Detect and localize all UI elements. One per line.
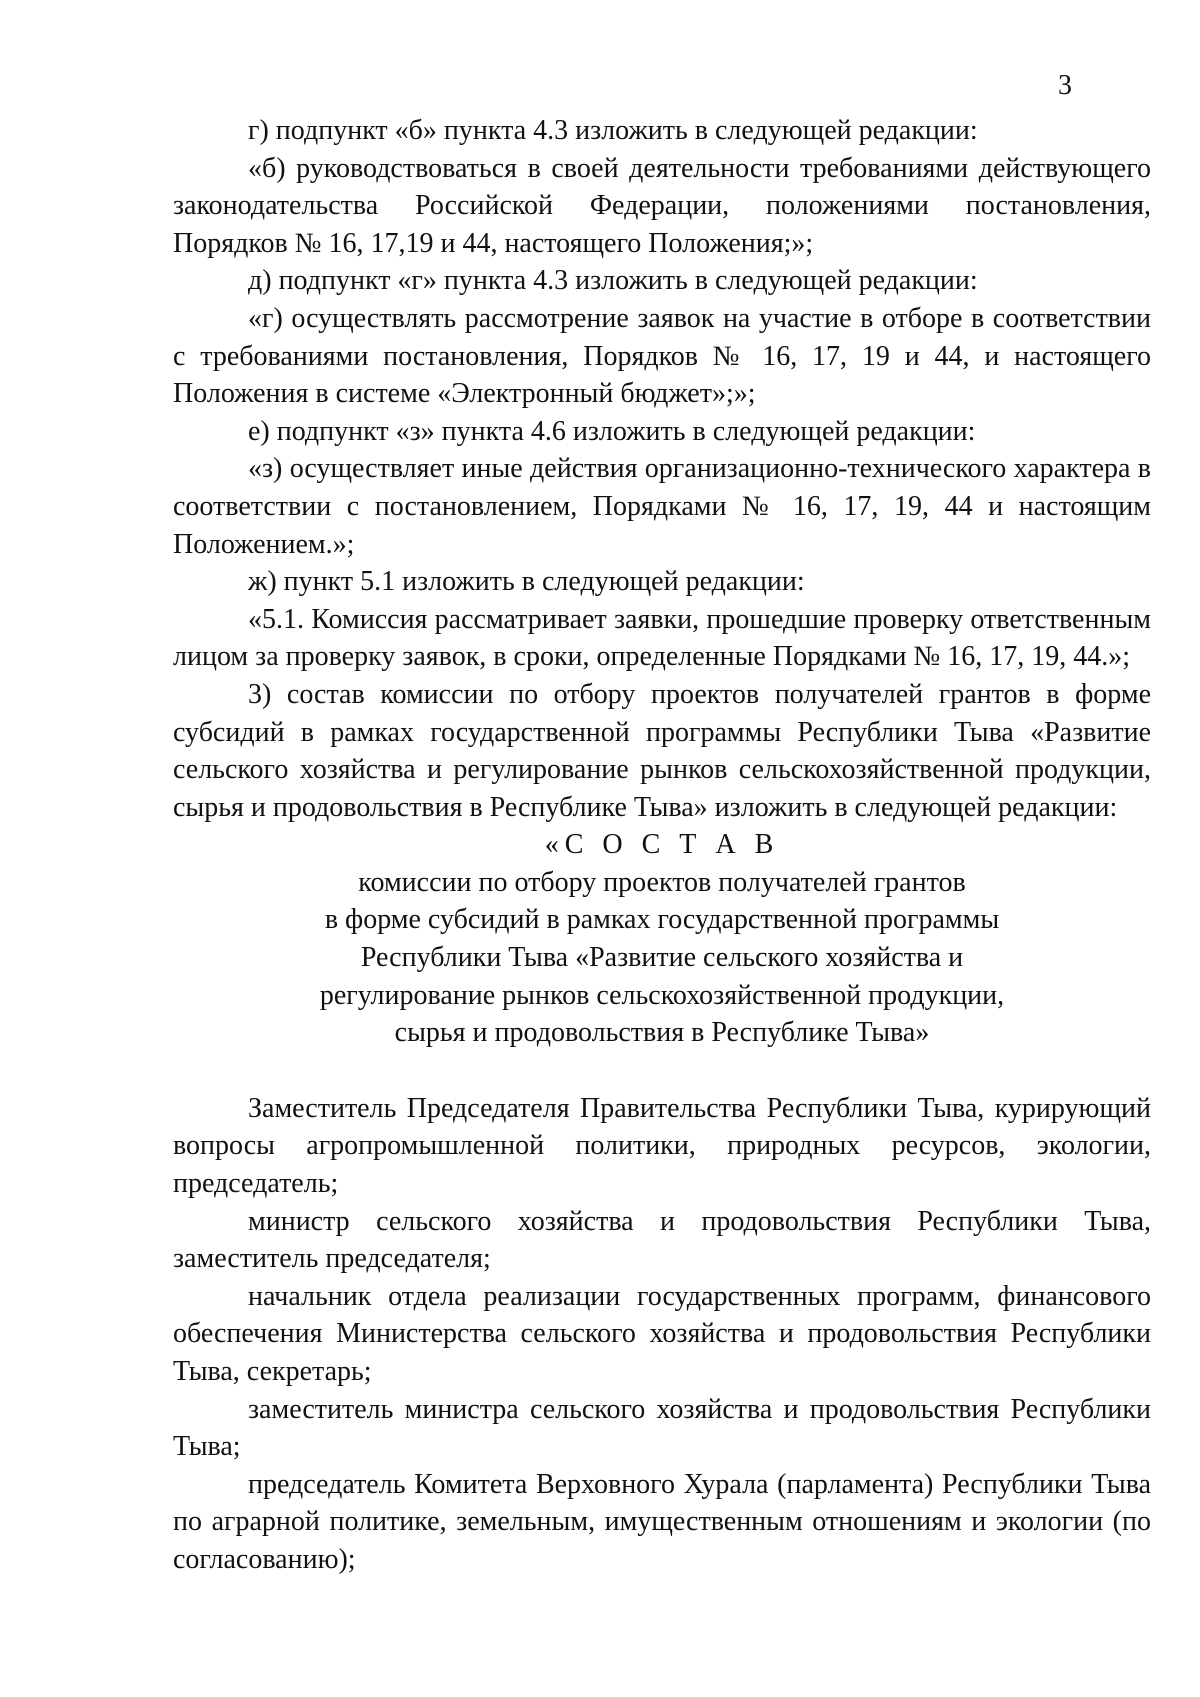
member-secretary: начальник отдела реализации государственных программ, финансового обеспечения Министерства сельского хозяйства и продовольствия Республики Тыва, секретарь; <box>173 1280 1151 1387</box>
member-deputy-chair: министр сельского хозяйства и продовольствия Республики Тыва, заместитель председателя; <box>173 1205 1151 1275</box>
paragraph-quote-g: «г) осуществлять рассмотрение заявок на участие в отборе в соответствии с требованиями постановления, Порядков № 16, 17, 19 и 44, и настоящего Положения в системе «Электронный бюджет»;»; <box>173 302 1151 410</box>
heading-line: в форме субсидий в рамках государственной программы <box>324 904 1000 936</box>
heading-line: регулирование рынков сельскохозяйственной продукции, <box>319 979 1005 1011</box>
paragraph-amend-g: г) подпункт «б» пункта 4.3 изложить в следующей редакции: <box>248 115 978 146</box>
member-deputy-minister: заместитель министра сельского хозяйства и продовольствия Республики Тыва; <box>173 1393 1151 1463</box>
page-number: 3 <box>1058 70 1072 101</box>
document-body <box>173 112 1151 1579</box>
paragraph-quote-b: «б) руководствоваться в своей деятельности требованиями действующего законодательства Российской Федерации, положениями постановления, Порядков № 16, 17,19 и 44, настоящего Положения;»; <box>173 152 1151 259</box>
member-chair: Заместитель Председателя Правительства Республики Тыва, курирующий вопросы агропромышленной политики, природных ресурсов, экологии, председатель; <box>173 1092 1151 1200</box>
heading-title: «С О С Т А В <box>544 829 780 861</box>
member-committee-chair: председатель Комитета Верховного Хурала (парламента) Республики Тыва по аграрной политике, земельным, имущественным отношениям и экологии (по согласованию); <box>173 1468 1151 1575</box>
heading-line: сырья и продовольствия в Республике Тыва» <box>394 1017 930 1049</box>
paragraph-item-3: 3) состав комиссии по отбору проектов получателей грантов в форме субсидий в рамках государственной программы Республики Тыва «Развитие сельского хозяйства и регулирование рынков сельскохозяйственной продукции, сырья и продовольствия в Республике Тыва» изложить в следующей редакции: <box>173 678 1151 823</box>
paragraph-quote-z: «з) осуществляет иные действия организационно-технического характера в соответствии с постановлением, Порядками № 16, 17, 19, 44 и настоящим Положением.»; <box>173 453 1151 560</box>
paragraph-amend-e: е) подпункт «з» пункта 4.6 изложить в следующей редакции: <box>248 415 976 447</box>
heading-line: Республики Тыва «Развитие сельского хозяйства и <box>360 942 964 974</box>
paragraph-amend-zh: ж) пункт 5.1 изложить в следующей редакции: <box>248 566 805 598</box>
paragraph-quote-5-1: «5.1. Комиссия рассматривает заявки, прошедшие проверку ответственным лицом за проверку заявок, в сроки, определенные Порядками № 16, 17, 19, 44.»; <box>173 603 1151 673</box>
paragraph-amend-d: д) подпункт «г» пункта 4.3 изложить в следующей редакции: <box>248 265 978 297</box>
heading-line: комиссии по отбору проектов получателей грантов <box>358 866 966 898</box>
spacer <box>173 1052 1151 1090</box>
